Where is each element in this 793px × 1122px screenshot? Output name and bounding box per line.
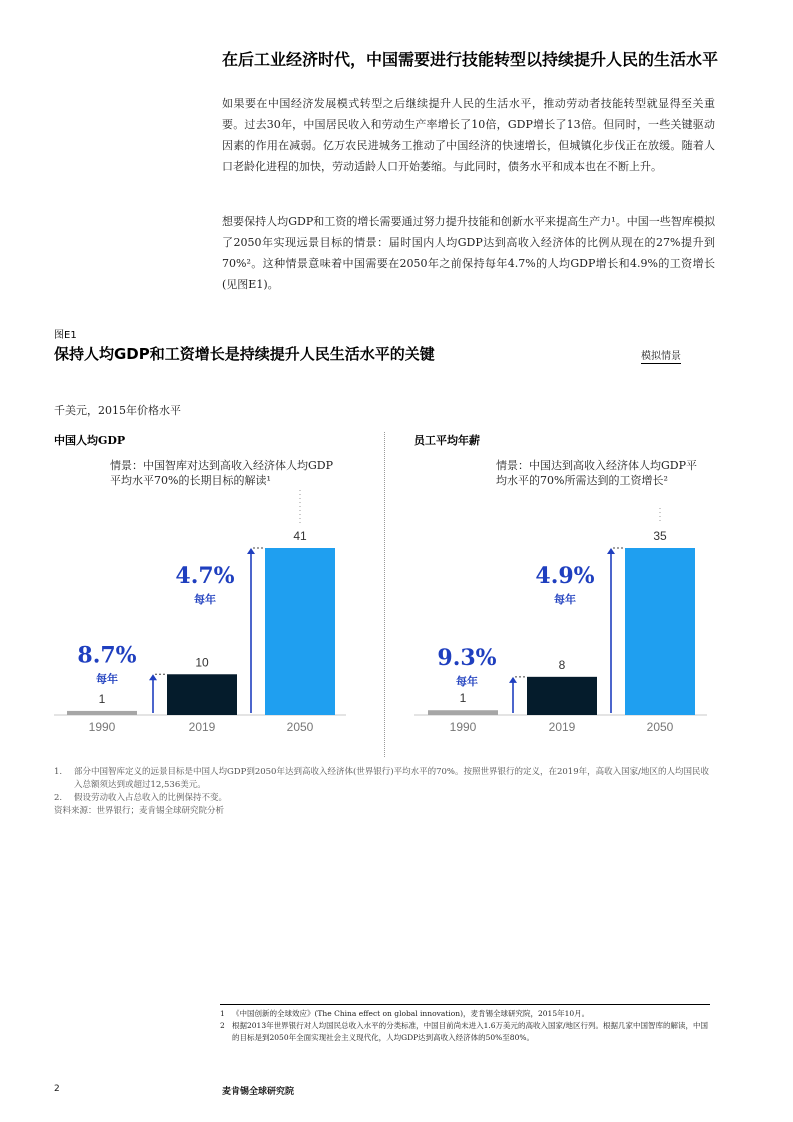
x-label-2019: 2019 [188,720,216,734]
x-label-2050: 2050 [286,720,314,734]
chart-wage [414,508,707,734]
bar-value-label: 1 [98,691,106,706]
bar-value-label: 10 [195,655,209,670]
scenario-tag: 模拟情景 [641,347,681,364]
source-line: 资料来源：世界银行；麦肯锡全球研究院分析 [54,806,225,816]
bar-value-label: 1 [459,691,467,706]
growth-rate-label: 4.9% [535,563,595,589]
growth-rate-label: 4.7% [175,563,235,589]
section-heading: 在后工业经济时代，中国需要进行技能转型以持续提升人民的生活水平 [222,50,719,69]
footnote-number: 1 [220,1009,225,1018]
chart-annotation-wage: 情景：中国达到高收入经济体人均GDP平均水平的70%所需达到的工资增长² [496,459,698,487]
footnote-number: 2 [220,1021,225,1030]
bar-2019 [527,677,597,715]
growth-arrow-head [247,548,255,554]
paragraph-2: 想要保持人均GDP和工资的增长需要通过努力提升技能和创新水平来提高生产力¹。中国一些智库模拟了2050年实现远景目标的情景：届时国内人均GDP达到高收入经济体的比例从现在的27%提升到70%²。这种情景意味着中国需要在2050年之前保持每年4.7%的人均GDP增长和4.9%的工资增长(见图E1)。 [222,215,715,291]
bar-value-label: 35 [653,529,667,543]
footnote-2 [220,1020,715,1044]
chart-notes [54,766,714,818]
bar-2050 [625,548,695,715]
x-label-2019: 2019 [548,720,576,734]
bar-2019 [167,674,237,715]
growth-unit-label: 每年 [456,674,478,688]
page-number: 2 [54,1084,60,1094]
footer-org: 麦肯锡全球研究院 [222,1087,295,1097]
footnotes [220,1008,715,1044]
growth-rate-label: 9.3% [437,644,497,671]
note-text: 部分中国智库定义的远景目标是中国人均GDP到2050年达到高收入经济体(世界银行)平均水平的70%。按照世界银行的定义，在2019年，高收入国家/地区的人均国民收入总额须达到或超过12,536美元。 [74,767,709,790]
bar-value-label: 8 [558,657,566,672]
bar-1990 [428,710,498,715]
bar-value-label: 41 [293,529,307,543]
figure-title: 保持人均GDP和工资增长是持续提升人民生活水平的关键 [54,345,435,363]
growth-arrow-head [607,548,615,554]
footnote-rule [220,1004,710,1005]
growth-unit-label: 每年 [554,593,576,606]
note-1 [54,766,714,792]
bar-1990 [67,711,137,715]
note-text: 假设劳动收入占总收入的比例保持不变。 [74,793,228,803]
chart-gdp [54,490,346,734]
growth-unit-label: 每年 [194,593,216,606]
note-number: 1. [54,767,63,777]
growth-arrow-head [149,674,157,680]
growth-arrow-head [509,677,517,683]
note-number: 2. [54,793,63,803]
figure-label: 图E1 [54,330,77,341]
x-label-1990: 1990 [449,720,477,734]
bar-2050 [265,548,335,715]
growth-rate-label: 8.7% [77,642,137,669]
growth-unit-label: 每年 [96,672,118,686]
footnote-1 [220,1008,715,1020]
units-label: 千美元，2015年价格水平 [54,404,181,417]
x-label-1990: 1990 [88,720,116,734]
chart-title-gdp: 中国人均GDP [54,434,126,447]
x-label-2050: 2050 [646,720,674,734]
chart-title-wage: 员工平均年薪 [414,434,480,447]
footnote-text: 《中国创新的全球效应》(The China effect on global innovation)，麦肯锡全球研究院，2015年10月。 [232,1009,590,1018]
chart-annotation-gdp: 情景：中国智库对达到高收入经济体人均GDP平均水平70%的长期目标的解读¹ [110,459,334,487]
paragraph-1: 如果要在中国经济发展模式转型之后继续提升人民的生活水平，推动劳动者技能转型就显得至关重要。过去30年，中国居民收入和劳动生产率增长了10倍，GDP增长了13倍。但同时，一些关键驱动因素的作用在减弱。亿万农民进城务工推动了中国经济的快速增长，但城镇化步伐正在放缓。随着人口老龄化进程的加快，劳动适龄人口开始萎缩。与此同时，债务水平和成本也在不断上升。 [222,97,715,173]
footnote-text: 根据2013年世界银行对人均国民总收入水平的分类标准，中国目前尚未进入1.6万美元的高收入国家/地区行列。根据几家中国智库的解读，中国的目标是到2050年全面实现社会主义现代化，人均GDP达到高收入经济体的50%至80%。 [232,1021,709,1042]
note-2 [54,792,714,805]
